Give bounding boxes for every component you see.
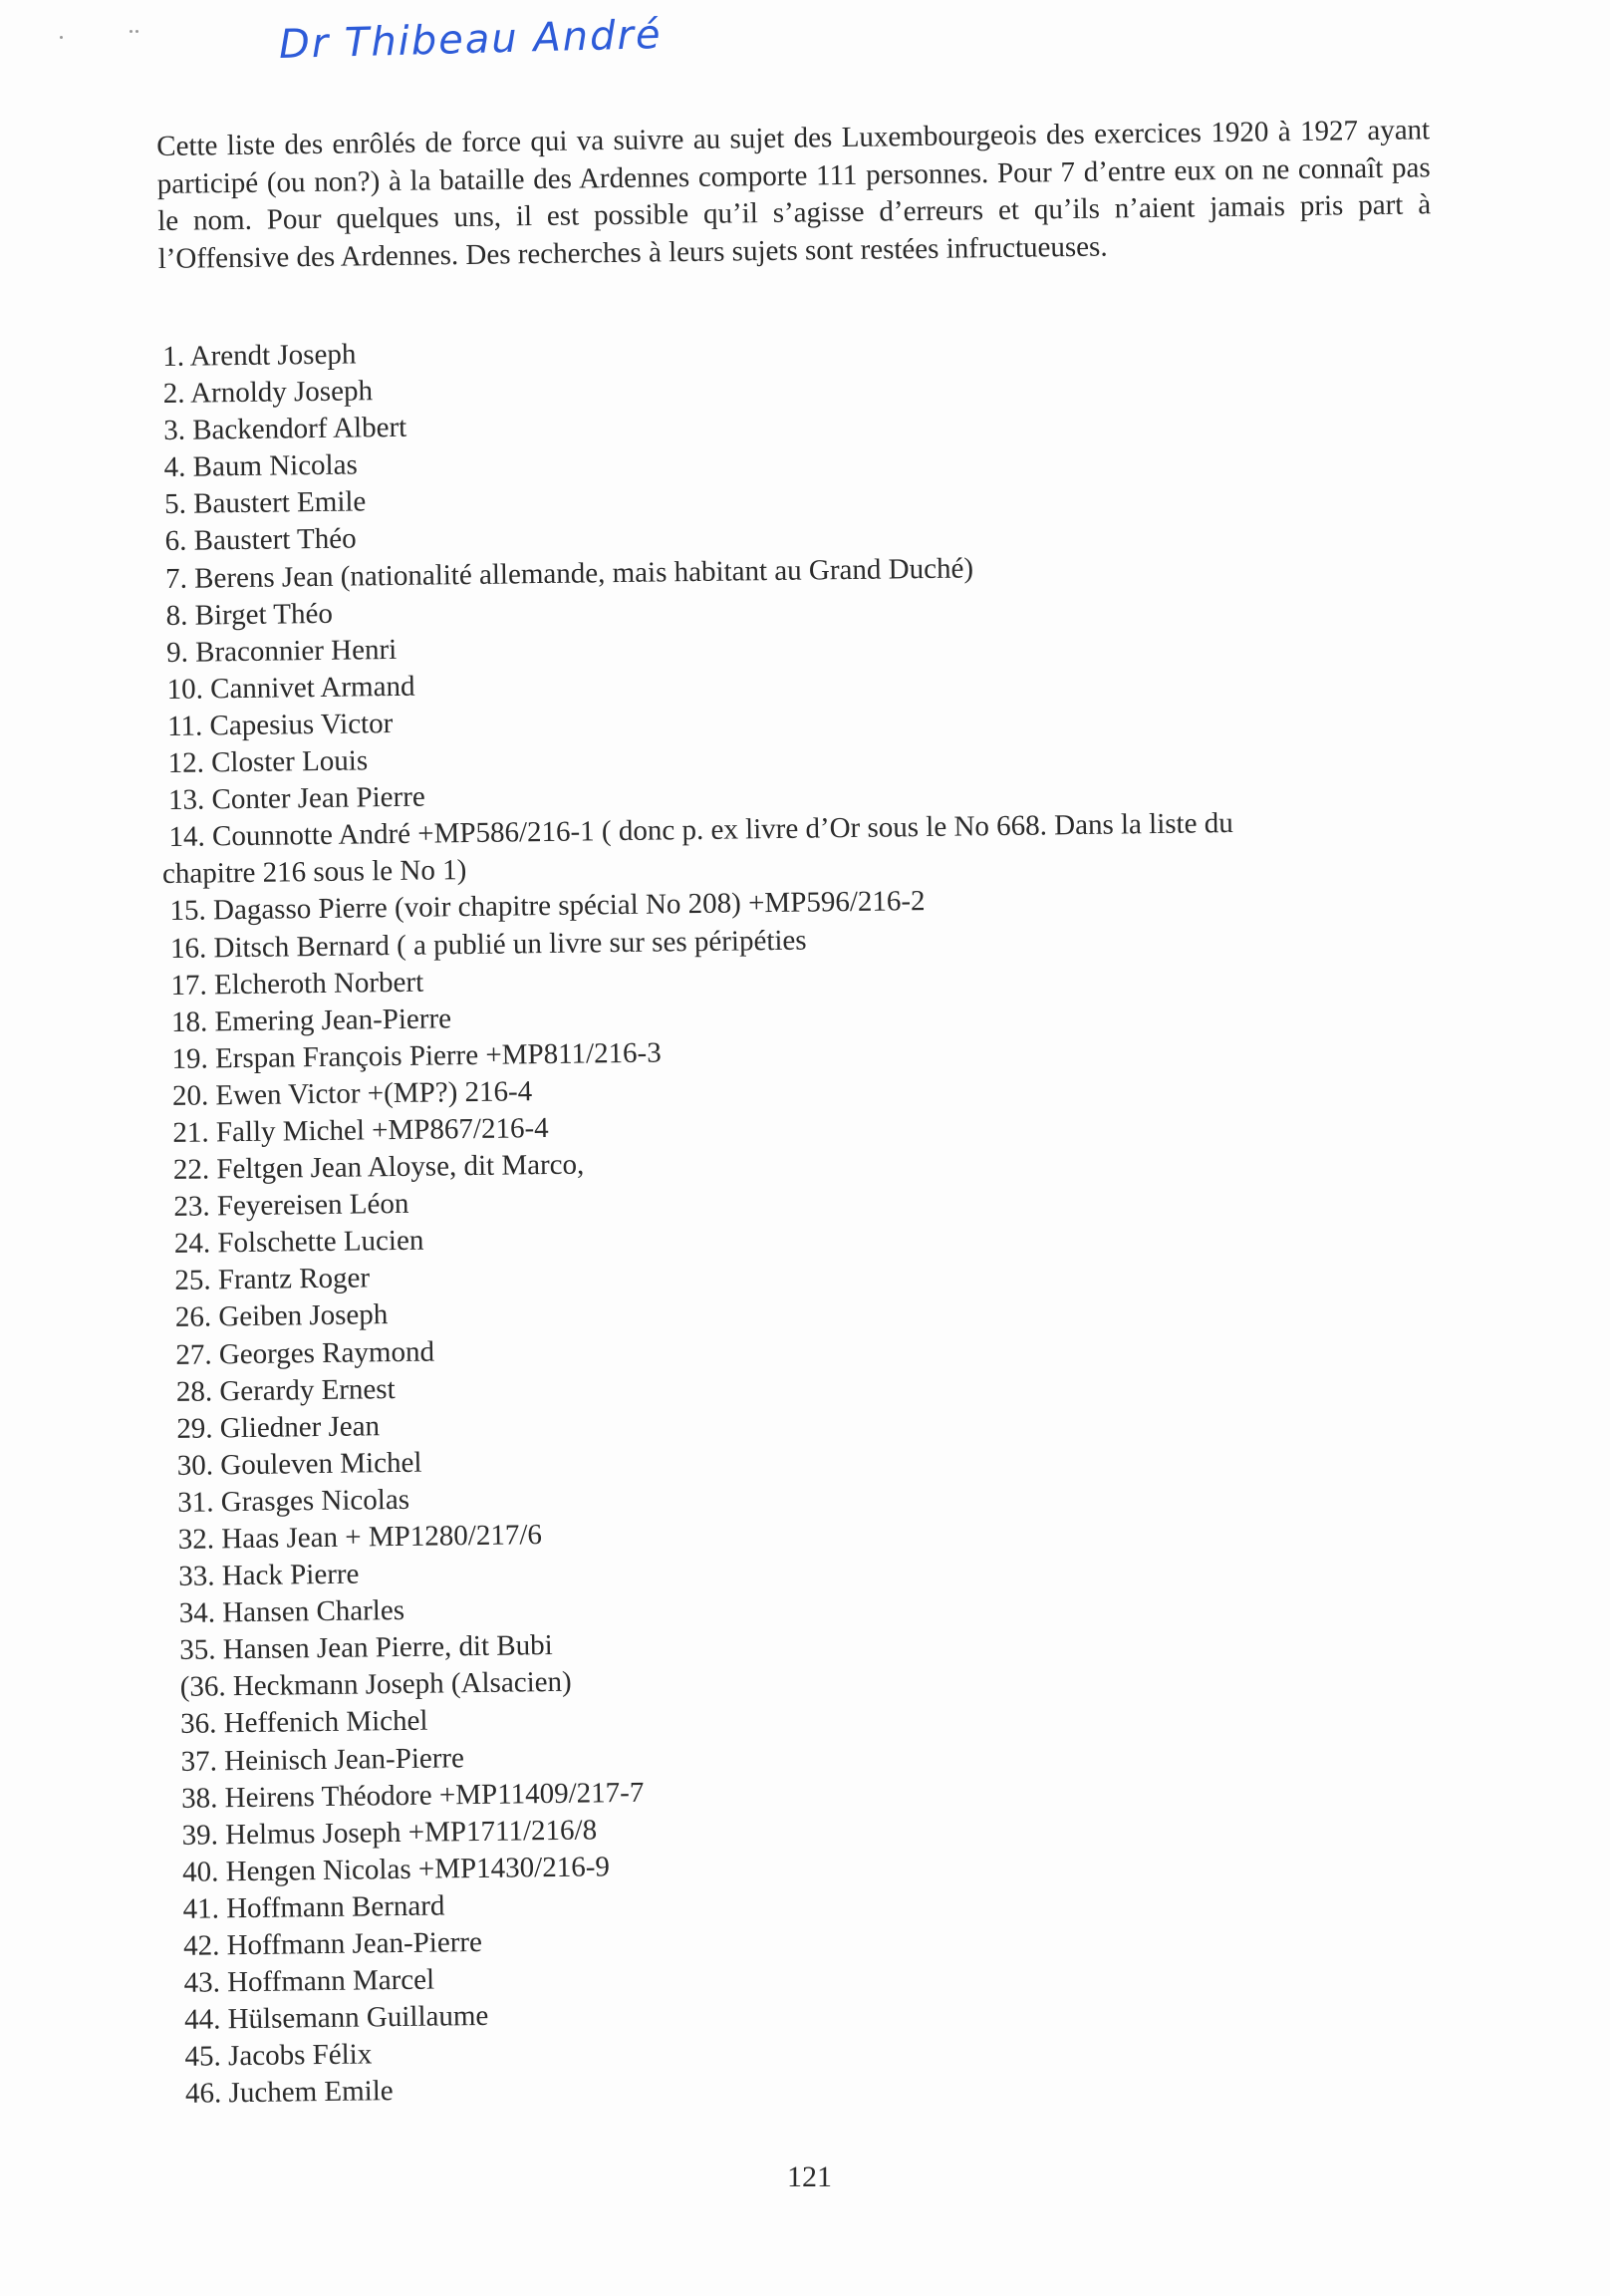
list-item: 11. Capesius Victor — [166, 707, 394, 742]
list-item: 43. Hoffmann Marcel — [183, 1963, 435, 1999]
list-item: 4. Baum Nicolas — [163, 448, 358, 484]
list-item: 16. Ditsch Bernard ( a publié un livre sur ses péripéties — [169, 924, 807, 965]
list-item: 36. Heffenich Michel — [179, 1705, 428, 1741]
intro-paragraph: Cette liste des enrôlés de force qui va suivre au sujet des Luxembourgeois des exercices 1920 à 1927 ayant participé (ou non?) à la bataille des Ardennes comporte 111 personnes. Pour 7 d’entre eux on ne connaît pas le nom. Pour quelques uns, il est possible qu’il s’agisse d’erreurs et qu’ils n’aient jamais pris part à l’Offensive des Ardennes. Des recherches à leurs sujets sont restées infructueuses. — [156, 114, 1432, 275]
list-item: 35. Hansen Jean Pierre, dit Bubi — [179, 1629, 553, 1667]
list-item: 27. Georges Raymond — [175, 1335, 435, 1371]
list-item: 13. Conter Jean Pierre — [167, 780, 425, 817]
list-item: 31. Grasges Nicolas — [177, 1483, 410, 1519]
list-item: 12. Closter Louis — [167, 744, 369, 779]
list-item: 39. Helmus Joseph +MP1711/216/8 — [181, 1814, 598, 1852]
list-item: 42. Hoffmann Jean-Pierre — [182, 1925, 483, 1962]
list-item: 44. Hülsemann Guillaume — [183, 2000, 489, 2037]
list-item: 20. Ewen Victor +(MP?) 216-4 — [171, 1075, 533, 1112]
list-item: 24. Folschette Lucien — [173, 1224, 424, 1261]
list-item: 6. Baustert Théo — [164, 522, 357, 558]
list-item-continuation: chapitre 216 sous le No 1) — [161, 854, 467, 891]
handwritten-note: Dr Thibeau André — [278, 11, 664, 68]
list-item: 33. Hack Pierre — [178, 1558, 360, 1592]
list-item: 46. Juchem Emile — [184, 2075, 394, 2111]
list-item: 40. Hengen Nicolas +MP1430/216-9 — [181, 1851, 611, 1888]
list-item: (36. Heckmann Joseph (Alsacien) — [179, 1666, 572, 1704]
list-item: 15. Dagasso Pierre (voir chapitre spécial No 208) +MP596/216-2 — [169, 885, 926, 928]
list-item-text: 14. Counnotte André +MP586/216-1 ( donc p. ex livre d’Or sous le No 668. Dans la liste du — [168, 807, 1233, 854]
list-item: 26. Geiben Joseph — [174, 1298, 389, 1334]
list-item: 38. Heirens Théodore +MP11409/217-7 — [180, 1776, 645, 1815]
list-item: 25. Frantz Roger — [174, 1262, 371, 1297]
enrolled-list — [162, 322, 1462, 2150]
list-item: 41. Hoffmann Bernard — [182, 1889, 445, 1925]
list-item: 21. Fally Michel +MP867/216-4 — [172, 1111, 549, 1149]
page-number: 121 — [787, 2160, 832, 2193]
list-item: 23. Feyereisen Léon — [173, 1187, 409, 1224]
list-item: 32. Haas Jean + MP1280/217/6 — [177, 1519, 543, 1556]
list-item: 19. Erspan François Pierre +MP811/216-3 — [171, 1036, 662, 1075]
list-item: 1. Arendt Joseph — [162, 338, 357, 373]
list-item: 3. Backendorf Albert — [162, 411, 407, 447]
list-item: 10. Cannivet Armand — [166, 670, 415, 706]
list-item: 28. Gerardy Ernest — [175, 1372, 396, 1408]
list-item: 18. Emering Jean-Pierre — [170, 1002, 452, 1038]
list-item: 17. Elcheroth Norbert — [170, 966, 424, 1002]
list-item: 29. Gliedner Jean — [176, 1409, 381, 1445]
list-item: 45. Jacobs Félix — [184, 2038, 373, 2074]
list-item: 7. Berens Jean (nationalité allemande, mais habitant au Grand Duché) — [164, 551, 974, 595]
list-item: 2. Arnoldy Joseph — [162, 375, 374, 411]
list-item: 37. Heinisch Jean-Pierre — [180, 1741, 465, 1778]
list-item: 30. Gouleven Michel — [176, 1446, 422, 1482]
list-item: 9. Braconnier Henri — [165, 633, 398, 669]
list-item: 5. Baustert Emile — [163, 485, 367, 521]
list-item: 22. Feltgen Jean Aloyse, dit Marco, — [172, 1148, 585, 1186]
list-item: 8. Birget Théo — [165, 597, 334, 632]
list-item: 34. Hansen Charles — [178, 1594, 405, 1630]
